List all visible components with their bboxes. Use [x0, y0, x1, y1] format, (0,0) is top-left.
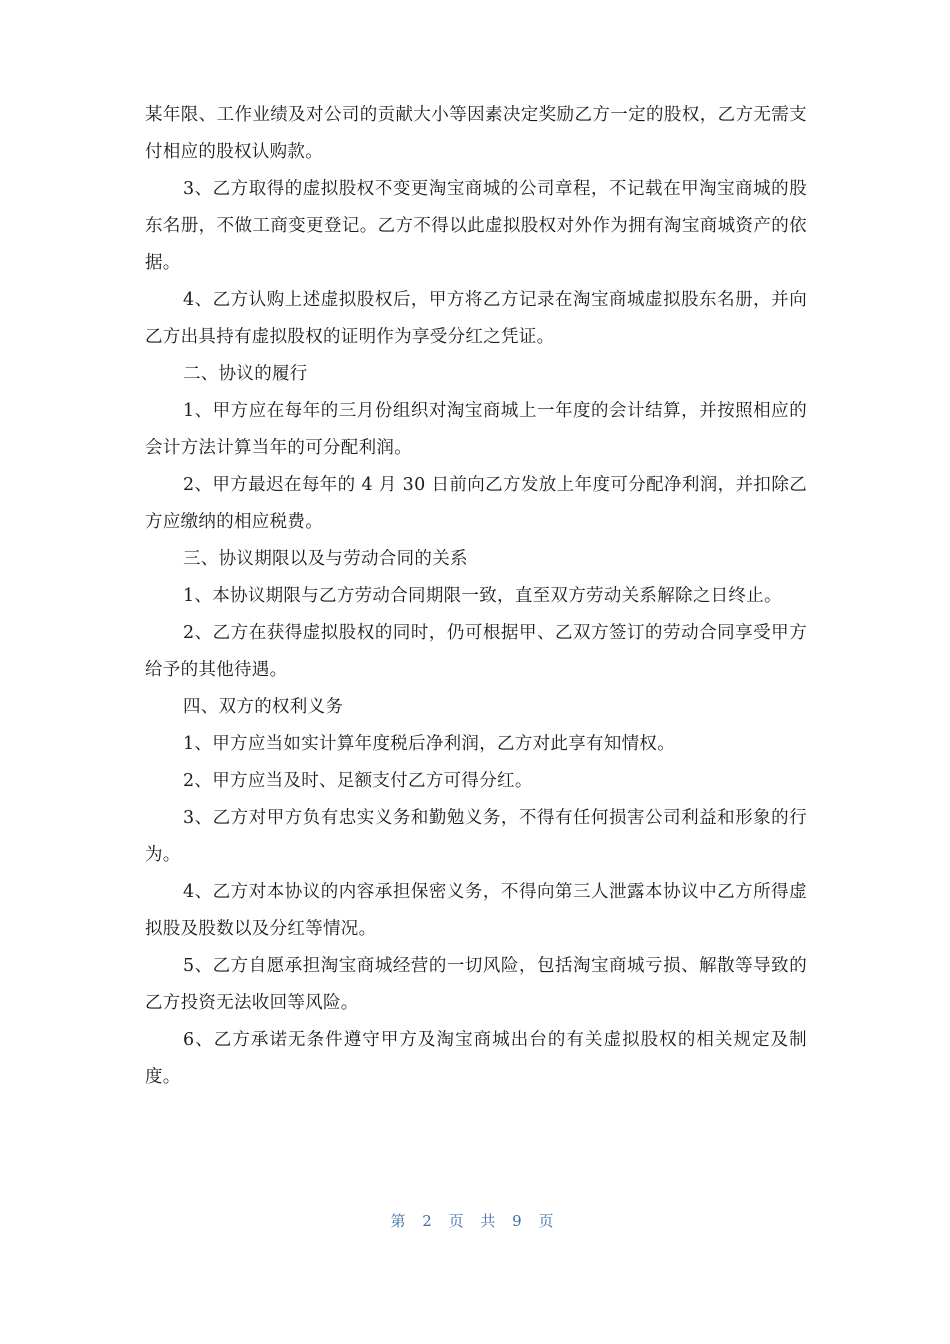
- clause-4-6: 6、乙方承诺无条件遵守甲方及淘宝商城出台的有关虚拟股权的相关规定及制度。: [145, 1030, 807, 1087]
- clause-4-2: 2、甲方应当及时、足额支付乙方可得分红。: [183, 771, 533, 791]
- paragraph-continuation: 某年限、工作业绩及对公司的贡献大小等因素决定奖励乙方一定的股权，乙方无需支付相应的股权认购款。: [145, 105, 807, 162]
- clause-4-4: 4、乙方对本协议的内容承担保密义务，不得向第三人泄露本协议中乙方所得虚拟股及股数以及分红等情况。: [145, 882, 807, 939]
- section-heading-2: 二、协议的履行: [183, 364, 308, 384]
- clause-4-3: 3、乙方对甲方负有忠实义务和勤勉义务，不得有任何损害公司利益和形象的行为。: [145, 808, 807, 865]
- clause-2-1: 1、甲方应在每年的三月份组织对淘宝商城上一年度的会计结算，并按照相应的会计方法计算当年的可分配利润。: [145, 401, 807, 458]
- document-body: [145, 97, 807, 1096]
- clause-3-2: 2、乙方在获得虚拟股权的同时，仍可根据甲、乙双方签订的劳动合同享受甲方给予的其他待遇。: [145, 623, 807, 680]
- clause-2-2: 2、甲方最迟在每年的 4 月 30 日前向乙方发放上年度可分配净利润，并扣除乙方应缴纳的相应税费。: [145, 475, 807, 532]
- section-heading-3: 三、协议期限以及与劳动合同的关系: [183, 549, 468, 569]
- section-heading-4: 四、双方的权利义务: [183, 697, 344, 717]
- clause-1-3: 3、乙方取得的虚拟股权不变更淘宝商城的公司章程，不记载在甲淘宝商城的股东名册，不做工商变更登记。乙方不得以此虚拟股权对外作为拥有淘宝商城资产的依据。: [145, 179, 807, 273]
- clause-4-5: 5、乙方自愿承担淘宝商城经营的一切风险，包括淘宝商城亏损、解散等导致的乙方投资无法收回等风险。: [145, 956, 807, 1013]
- clause-4-1: 1、甲方应当如实计算年度税后净利润，乙方对此享有知情权。: [183, 734, 676, 754]
- page-number-footer: 第 2 页 共 9 页: [390, 1212, 560, 1230]
- clause-1-4: 4、乙方认购上述虚拟股权后，甲方将乙方记录在淘宝商城虚拟股东名册，并向乙方出具持有虚拟股权的证明作为享受分红之凭证。: [145, 290, 807, 347]
- clause-3-1: 1、本协议期限与乙方劳动合同期限一致，直至双方劳动关系解除之日终止。: [183, 586, 782, 606]
